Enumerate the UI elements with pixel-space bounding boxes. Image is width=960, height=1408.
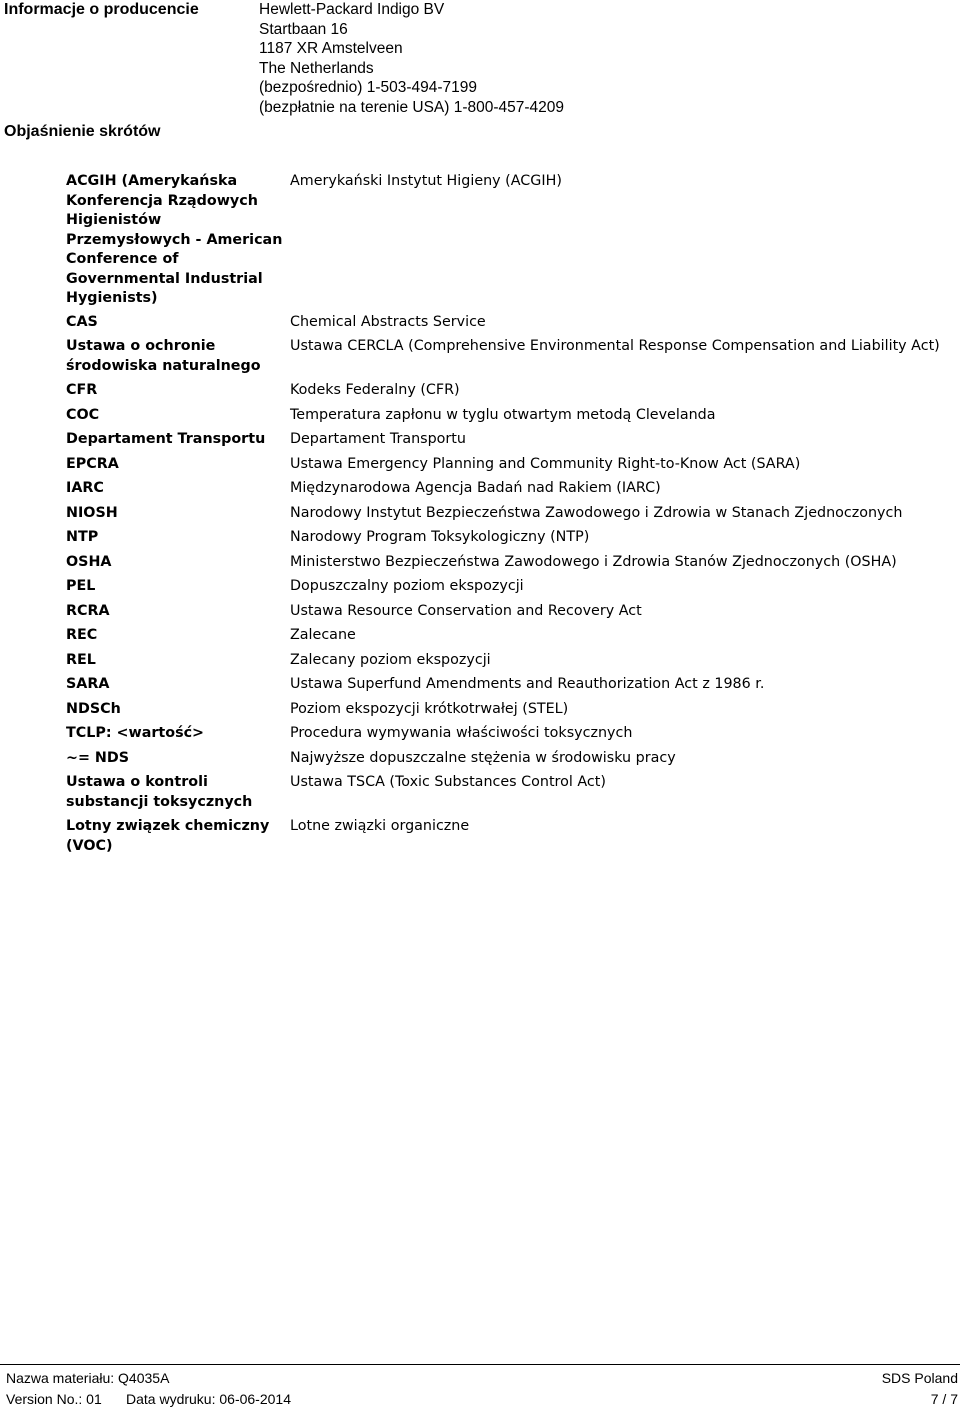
- abbreviation-definition: Zalecany poziom ekspozycji: [290, 651, 491, 668]
- address-line: The Netherlands: [259, 59, 374, 77]
- abbreviation-row: [66, 724, 946, 749]
- abbreviation-definition: Zalecane: [290, 627, 356, 643]
- abbreviation-term: Ustawa o ochronie środowiska naturalnego: [66, 338, 261, 374]
- abbreviation-term: ~= NDS: [66, 749, 130, 766]
- abbreviation-term: PEL: [66, 578, 96, 594]
- abbreviation-definition: Dopuszczalny poziom ekspozycji: [290, 578, 524, 594]
- abbreviation-row: [66, 337, 946, 381]
- producer-info-heading: Informacje o producencie: [4, 1, 199, 18]
- abbreviation-definition: Ustawa TSCA (Toxic Substances Control Act): [290, 774, 606, 790]
- abbreviation-row: [66, 479, 946, 504]
- address-line: 1187 XR Amstelveen: [259, 40, 403, 57]
- abbreviation-row: [66, 817, 946, 861]
- abbreviation-row: [66, 700, 946, 725]
- abbreviation-row: [66, 455, 946, 480]
- abbreviation-definition: Chemical Abstracts Service: [290, 313, 486, 330]
- page-number: 7 / 7: [930, 1391, 958, 1407]
- abbreviations-heading: Objaśnienie skrótów: [4, 123, 161, 140]
- abbreviation-definition: Narodowy Instytut Bezpieczeństwa Zawodowego i Zdrowia w Stanach Zjednoczonych: [290, 504, 903, 521]
- abbreviation-row: [66, 406, 946, 431]
- abbreviation-row: [66, 553, 946, 578]
- abbreviation-row: [66, 528, 946, 553]
- abbreviation-term: NIOSH: [66, 504, 118, 521]
- abbreviation-term: REC: [66, 627, 98, 643]
- abbreviation-row: [66, 381, 946, 406]
- sds-region: SDS Poland: [881, 1370, 958, 1386]
- abbreviation-term: NDSCh: [66, 700, 121, 717]
- abbreviation-term: ACGIH (Amerykańska Konferencja Rządowych Higienistów Przemysłowych - American Conference of Governmental Industrial Hygienists): [66, 173, 283, 306]
- abbreviation-row: [66, 773, 946, 817]
- abbreviation-term: Lotny związek chemiczny (VOC): [66, 818, 270, 854]
- abbreviation-definition: Ustawa CERCLA (Comprehensive Environmental Response Compensation and Liability Act): [290, 338, 940, 354]
- abbreviation-term: COC: [66, 406, 100, 423]
- abbreviation-term: RCRA: [66, 602, 110, 619]
- abbreviation-term: CFR: [66, 382, 98, 398]
- abbreviation-row: [66, 602, 946, 627]
- abbreviation-definition: Najwyższe dopuszczalne stężenia w środowisku pracy: [290, 749, 676, 766]
- abbreviation-definition: Departament Transportu: [290, 431, 466, 447]
- abbreviation-row: [66, 651, 946, 676]
- abbreviation-definition: Ustawa Superfund Amendments and Reauthorization Act z 1986 r.: [290, 676, 765, 692]
- footer-divider: [0, 1364, 960, 1365]
- abbreviation-term: NTP: [66, 529, 99, 545]
- abbreviation-definition: Temperatura zapłonu w tyglu otwartym metodą Clevelanda: [290, 406, 716, 423]
- abbreviation-row: [66, 430, 946, 455]
- abbreviation-definition: Narodowy Program Toksykologiczny (NTP): [290, 529, 590, 545]
- abbreviation-row: [66, 504, 946, 529]
- abbreviation-row: [66, 749, 946, 774]
- address-line: Startbaan 16: [259, 20, 348, 38]
- abbreviation-term: CAS: [66, 313, 98, 330]
- abbreviation-definition: Ustawa Resource Conservation and Recovery Act: [290, 602, 642, 619]
- abbreviation-term: OSHA: [66, 553, 112, 570]
- material-name: Nazwa materiału: Q4035A: [6, 1370, 170, 1386]
- version-number: Version No.: 01: [6, 1391, 102, 1407]
- abbreviation-term: REL: [66, 651, 96, 668]
- abbreviation-definition: Lotne związki organiczne: [290, 818, 470, 834]
- abbreviation-term: Departament Transportu: [66, 431, 266, 447]
- abbreviation-term: EPCRA: [66, 455, 119, 472]
- abbreviation-term: SARA: [66, 676, 110, 692]
- phone-direct: (bezpośrednio) 1-503-494-7199: [259, 79, 478, 96]
- abbreviation-row: [66, 675, 946, 700]
- abbreviation-definition: Poziom ekspozycji krótkotrwałej (STEL): [290, 700, 569, 717]
- abbreviation-row: [66, 313, 946, 338]
- abbreviation-definition: Ministerstwo Bezpieczeństwa Zawodowego i Zdrowia Stanów Zjednoczonych (OSHA): [290, 553, 897, 570]
- abbreviation-term: Ustawa o kontroli substancji toksycznych: [66, 774, 253, 810]
- abbreviation-definition: Ustawa Emergency Planning and Community Right-to-Know Act (SARA): [290, 455, 801, 472]
- abbreviation-definition: Międzynarodowa Agencja Badań nad Rakiem (IARC): [290, 480, 661, 496]
- abbreviation-definition: Procedura wymywania właściwości toksycznych: [290, 725, 633, 741]
- abbreviations-table: [66, 172, 946, 861]
- print-date: Data wydruku: 06-06-2014: [126, 1391, 291, 1407]
- abbreviation-row: [66, 626, 946, 651]
- abbreviation-definition: Kodeks Federalny (CFR): [290, 382, 460, 398]
- abbreviation-definition: Amerykański Instytut Higieny (ACGIH): [290, 173, 562, 189]
- abbreviation-term: TCLP: <wartość>: [66, 725, 205, 741]
- producer-address: [259, 0, 564, 117]
- phone-tollfree: (bezpłatnie na terenie USA) 1-800-457-4209: [259, 98, 565, 116]
- abbreviation-term: IARC: [66, 480, 104, 496]
- address-line: Hewlett-Packard Indigo BV: [259, 1, 445, 18]
- abbreviation-row: [66, 172, 946, 313]
- abbreviation-row: [66, 577, 946, 602]
